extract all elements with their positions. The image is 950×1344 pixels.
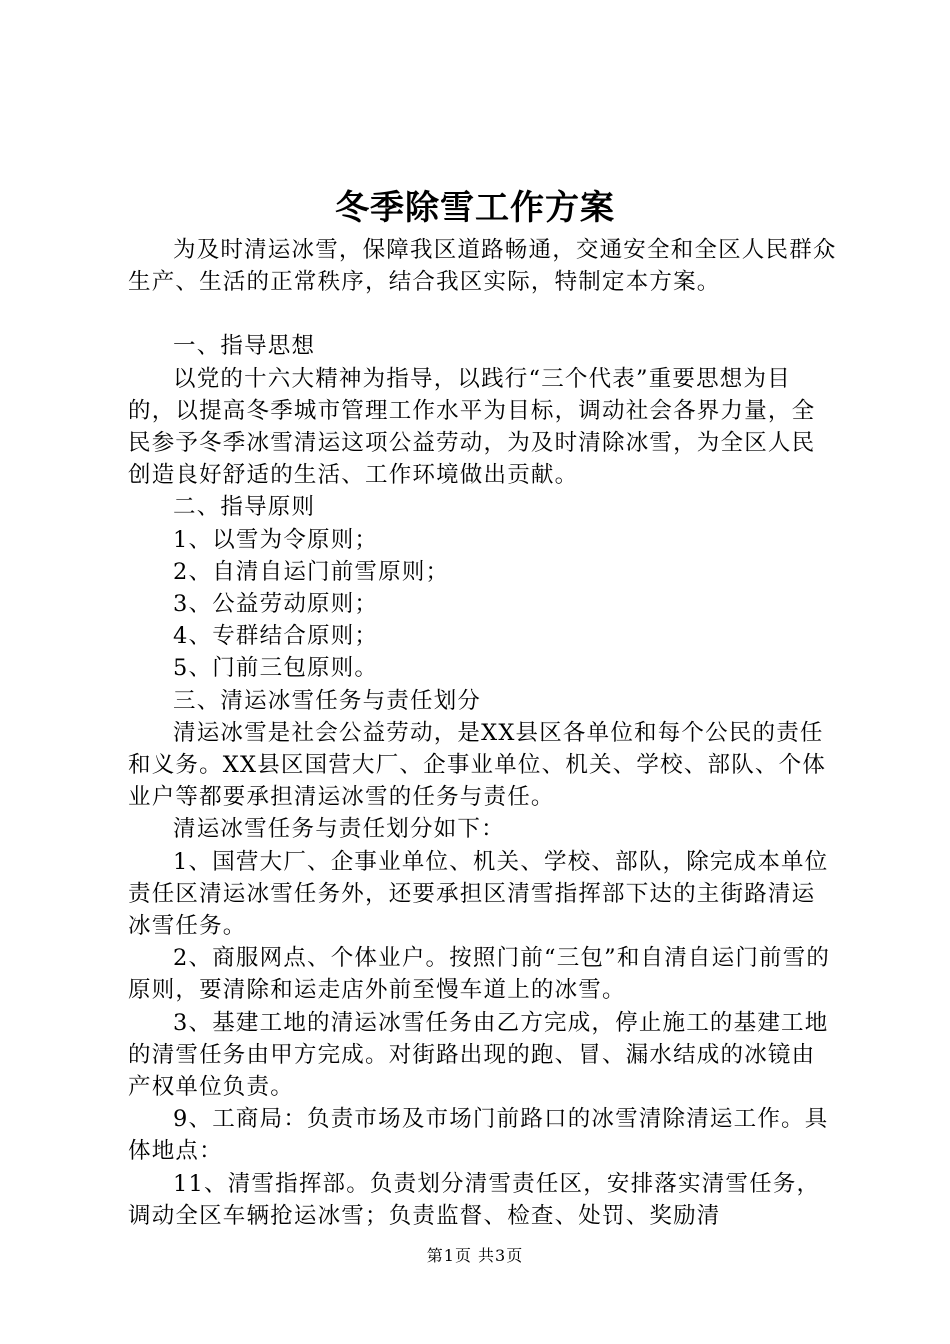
task-item: 3、基建工地的清运冰雪任务由乙方完成，停止施工的基建工地的清雪任务由甲方完成。对街路出现的跑、冒、漏水结成的冰镜由产权单位负责。 (128, 1009, 829, 1101)
principle-item: 5、门前三包原则。 (173, 655, 379, 682)
task-item: 1、国营大厂、企事业单位、机关、学校、部队，除完成本单位责任区清运冰雪任务外，还要承担区清雪指挥部下达的主街路清运冰雪任务。 (128, 848, 829, 940)
paragraph-tasks-intro: 清运冰雪是社会公益劳动，是XX县区各单位和每个公民的责任和义务。XX县区国营大厂、企事业单位、机关、学校、部队、个体业户等都要承担清运冰雪的任务与责任。 (128, 719, 827, 811)
paragraph-intro: 为及时清运冰雪，保障我区道路畅通，交通安全和全区人民群众生产、生活的正常秩序，结合我区实际，特制定本方案。 (128, 237, 837, 296)
principle-item: 1、以雪为令原则； (173, 526, 379, 553)
task-item: 2、商服网点、个体业户。按照门前“三包”和自清自运门前雪的原则，要清除和运走店外前至慢车道上的冰雪。 (128, 945, 831, 1004)
principle-item: 4、专群结合原则； (173, 623, 379, 650)
task-item: 11、清雪指挥部。负责划分清雪责任区，安排落实清雪任务，调动全区车辆抢运冰雪；负责监督、检查、处罚、奖励清 (128, 1170, 821, 1229)
document-body (128, 234, 838, 1232)
section-heading-guiding-principles: 二、指导原则 (173, 494, 316, 521)
page-number: 第1页 共3页 (426, 1246, 524, 1265)
paragraph-guiding-thought: 以党的十六大精神为指导，以践行“三个代表”重要思想为目的，以提高冬季城市管理工作水平为目标，调动社会各界力量，全民参予冬季冰雪清运这项公益劳动，为及时清除冰雪，为全区人民创造良好舒适的生活、工作环境做出贡献。 (128, 365, 816, 489)
principle-item: 3、公益劳动原则； (173, 591, 379, 618)
paragraph-tasks-division: 清运冰雪任务与责任划分如下： (173, 816, 505, 843)
section-heading-tasks: 三、清运冰雪任务与责任划分 (173, 687, 482, 714)
task-item: 9、工商局：负责市场及市场门前路口的冰雪清除清运工作。具体地点： (128, 1106, 829, 1165)
section-heading-guiding-thought: 一、指导思想 (173, 333, 316, 360)
principle-item: 2、自清自运门前雪原则； (173, 558, 450, 585)
document-title: 冬季除雪工作方案 (335, 188, 615, 228)
